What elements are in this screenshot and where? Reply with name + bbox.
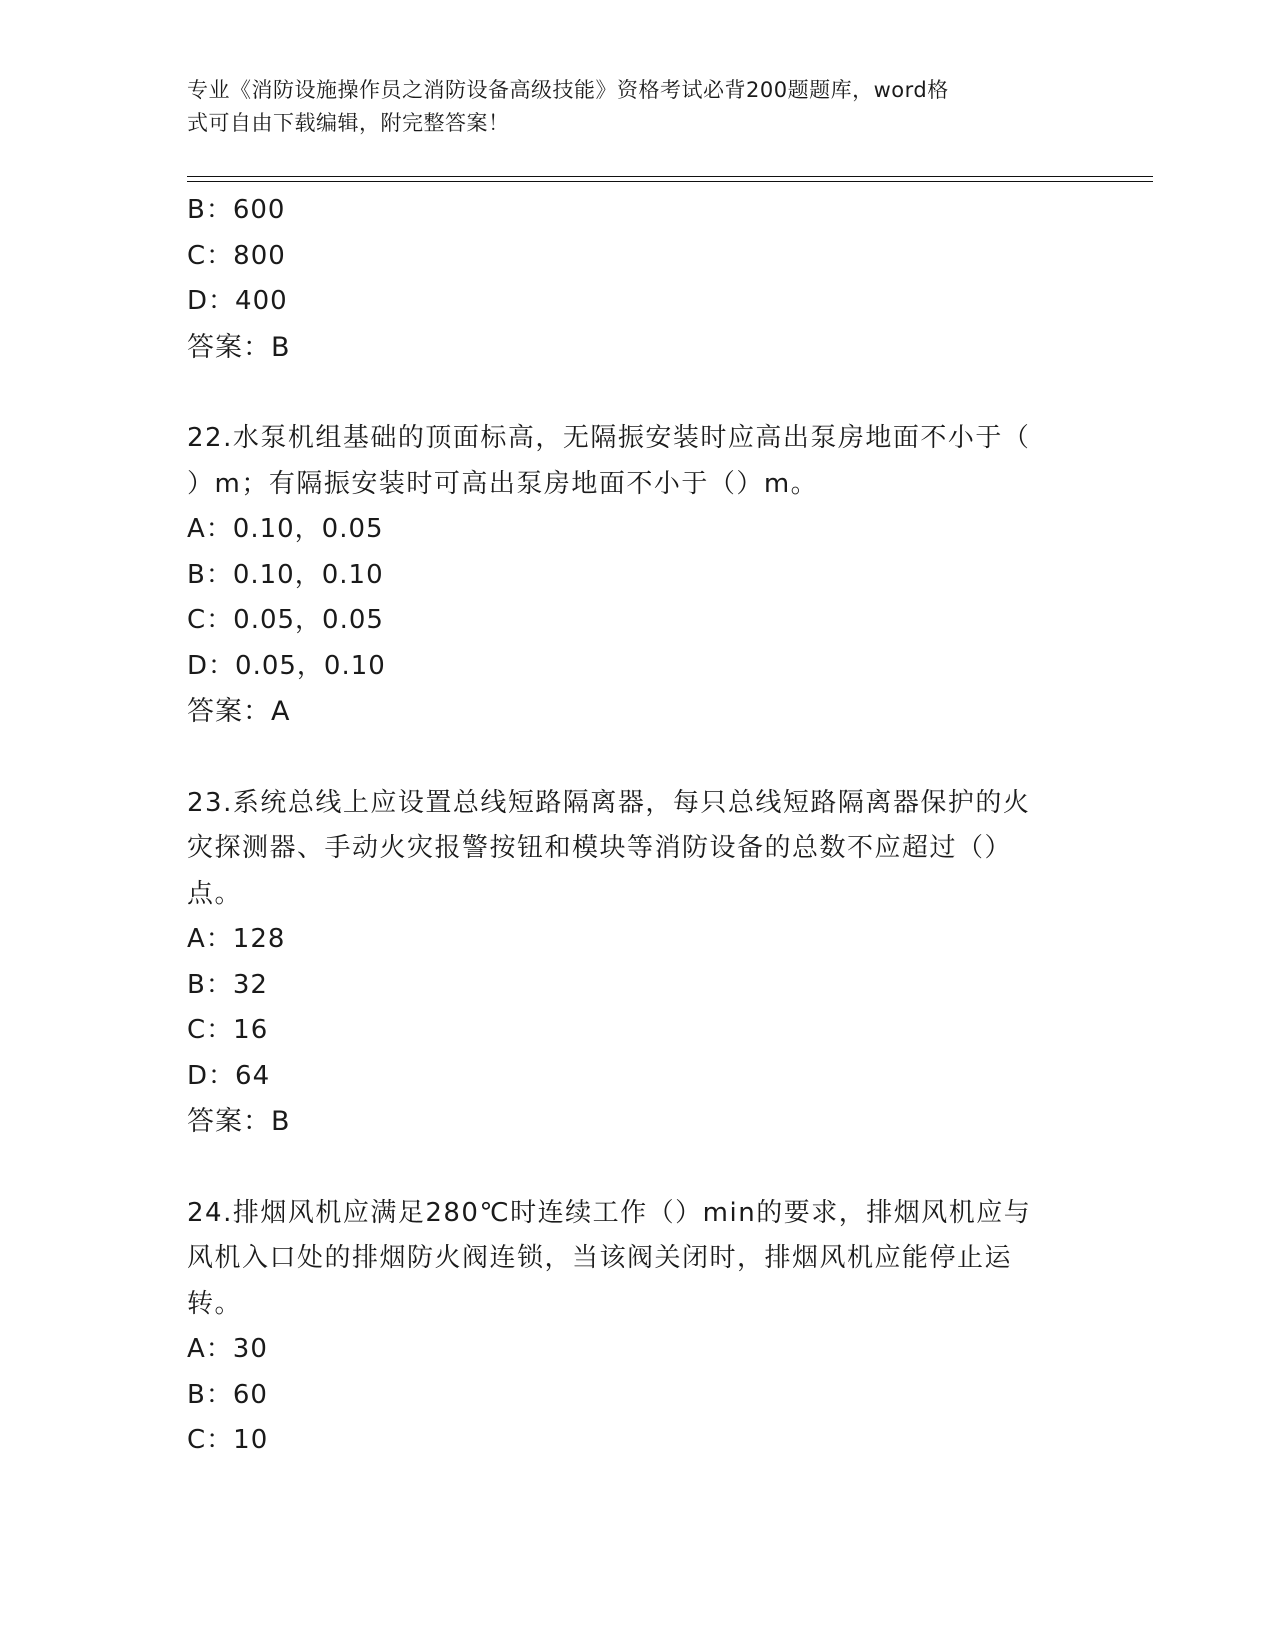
option-a: A：30 [187, 1334, 268, 1364]
option-c: C：10 [187, 1425, 269, 1455]
option-b: B：0.10，0.10 [187, 559, 384, 590]
header-divider-top [187, 176, 1153, 177]
question-text-line: 风机入口处的排烟防火阀连锁，当该阀关闭时，排烟风机应能停止运 [187, 1243, 1013, 1273]
header-divider-bottom [187, 181, 1153, 182]
option-c: C：16 [187, 1015, 269, 1045]
answer: 答案：A [187, 696, 291, 727]
question-text-line: 灾探测器、手动火灾报警按钮和模块等消防设备的总数不应超过（） [187, 833, 1013, 863]
question-24 [187, 1191, 1087, 1464]
spacer [187, 370, 1087, 416]
spacer [187, 735, 1087, 781]
header-line-1: 专业《消防设施操作员之消防设备高级技能》资格考试必背200题题库，word格 [187, 78, 949, 102]
option-c: C：800 [187, 240, 286, 271]
question-21-continuation [187, 188, 1087, 370]
question-text-line: ）m；有隔振安装时可高出泵房地面不小于（）m。 [187, 468, 819, 499]
option-c: C：0.05，0.05 [187, 605, 384, 635]
option-a: A：0.10，0.05 [187, 514, 384, 544]
question-22 [187, 416, 1087, 735]
answer: 答案：B [187, 1106, 291, 1137]
question-23 [187, 781, 1087, 1145]
option-d: D：400 [187, 286, 288, 316]
page-header [187, 74, 1067, 140]
question-text-line: 23.系统总线上应设置总线短路隔离器，每只总线短路隔离器保护的火 [187, 787, 1031, 818]
answer: 答案：B [187, 331, 291, 363]
question-text-line: 22.水泵机组基础的顶面标高，无隔振安装时应高出泵房地面不小于（ [187, 423, 1031, 453]
question-text-line: 点。 [187, 878, 243, 909]
option-b: B：600 [187, 195, 286, 225]
option-a: A：128 [187, 924, 286, 954]
spacer [187, 1145, 1087, 1191]
question-text-line: 24.排烟风机应满足280℃时连续工作（）min的要求，排烟风机应与 [187, 1197, 1032, 1228]
option-d: D：0.05，0.10 [187, 650, 386, 681]
option-b: B：60 [187, 1379, 268, 1410]
question-text-line: 转。 [187, 1288, 243, 1319]
header-line-2: 式可自由下载编辑，附完整答案！ [187, 111, 510, 135]
option-b: B：32 [187, 969, 268, 1000]
document-body [187, 188, 1087, 1464]
option-d: D：64 [187, 1060, 271, 1091]
